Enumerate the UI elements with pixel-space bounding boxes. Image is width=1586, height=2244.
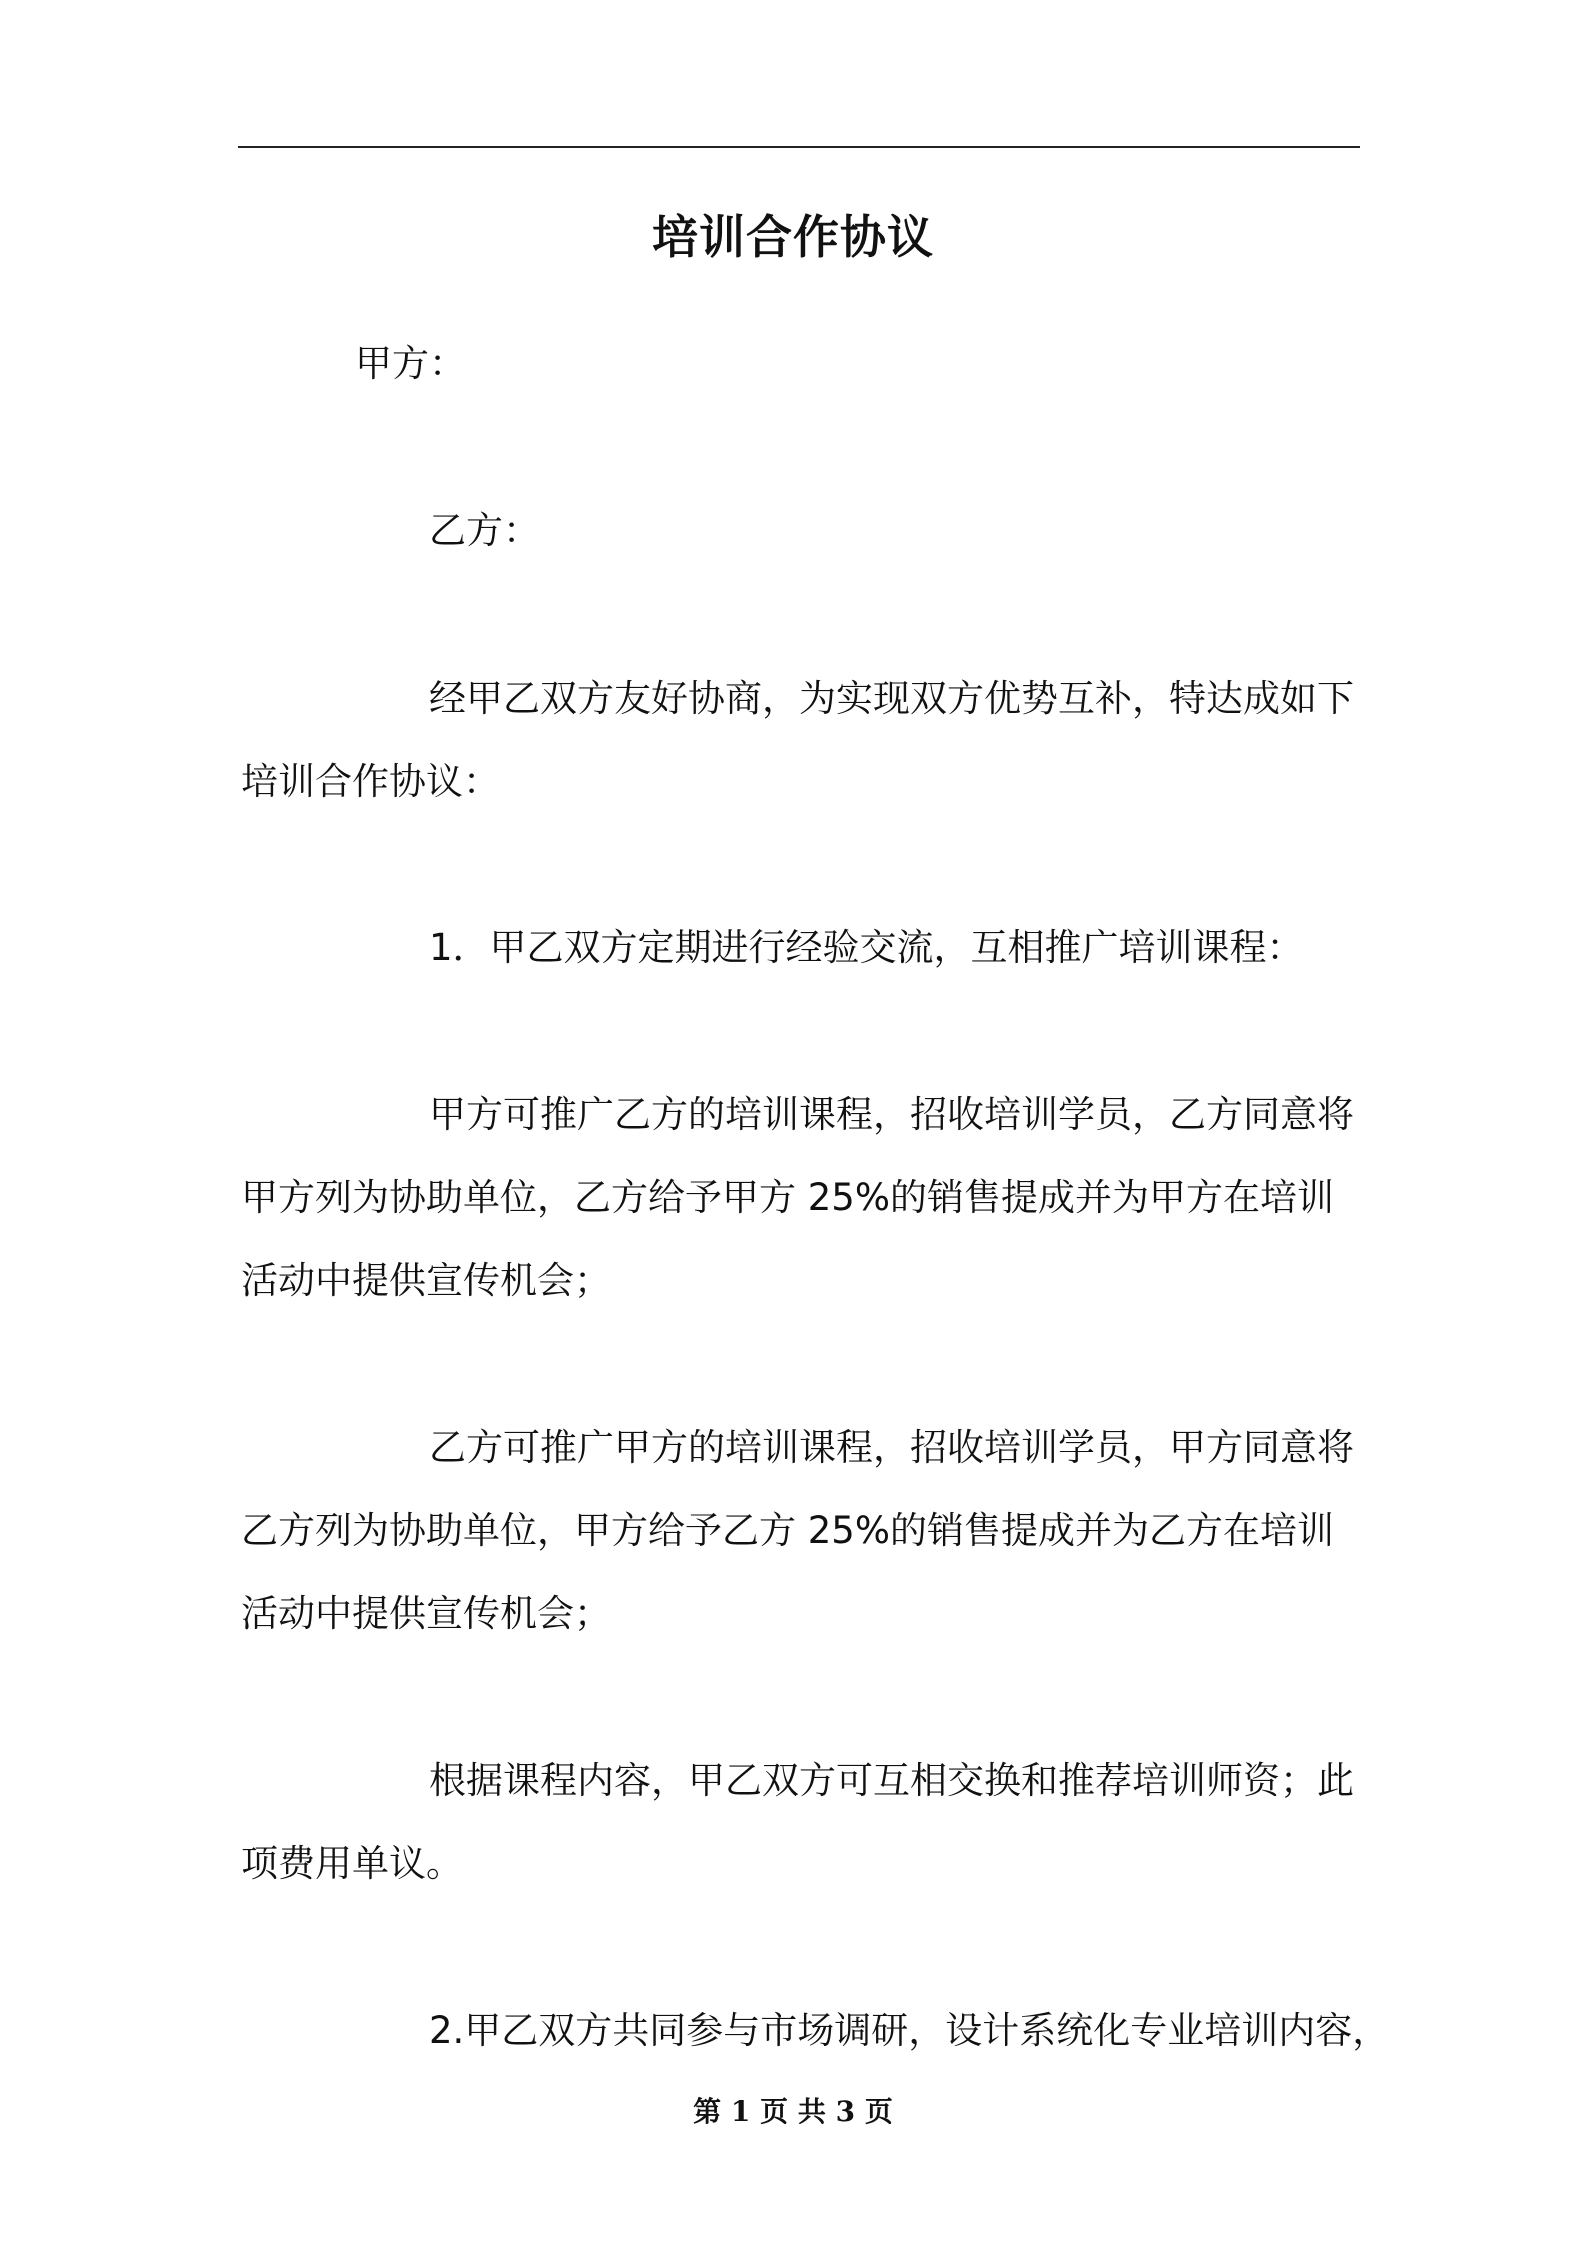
page-number: 第 1 页 共 3 页 bbox=[693, 2095, 893, 2128]
clause-1c-line-2: 项费用单议。 bbox=[241, 1842, 463, 1885]
clause-1a-line-2: 甲方列为协助单位，乙方给予甲方 25%的销售提成并为甲方在培训 bbox=[241, 1176, 1334, 1219]
intro-line-2: 培训合作协议： bbox=[241, 760, 500, 803]
clause-2-line-1: 2.甲乙双方共同参与市场调研，设计系统化专业培训内容， bbox=[429, 2009, 1390, 2052]
document-title: 培训合作协议 bbox=[652, 210, 934, 264]
clause-1a-line-3: 活动中提供宣传机会； bbox=[241, 1259, 611, 1302]
clause-1b-line-3: 活动中提供宣传机会； bbox=[241, 1592, 611, 1635]
clause-1a-line-1: 甲方可推广乙方的培训课程，招收培训学员，乙方同意将 bbox=[429, 1093, 1354, 1136]
party-a-label: 甲方： bbox=[355, 342, 466, 385]
party-b-label: 乙方： bbox=[429, 509, 540, 552]
clause-1b-line-2: 乙方列为协助单位，甲方给予乙方 25%的销售提成并为乙方在培训 bbox=[241, 1509, 1334, 1552]
clause-1-heading: 1．甲乙双方定期进行经验交流，互相推广培训课程： bbox=[429, 926, 1304, 969]
header-rule bbox=[238, 146, 1360, 148]
intro-line-1: 经甲乙双方友好协商，为实现双方优势互补，特达成如下 bbox=[429, 677, 1354, 720]
clause-1c-line-1: 根据课程内容，甲乙双方可互相交换和推荐培训师资；此 bbox=[429, 1759, 1354, 1802]
clause-1b-line-1: 乙方可推广甲方的培训课程，招收培训学员，甲方同意将 bbox=[429, 1426, 1354, 1469]
